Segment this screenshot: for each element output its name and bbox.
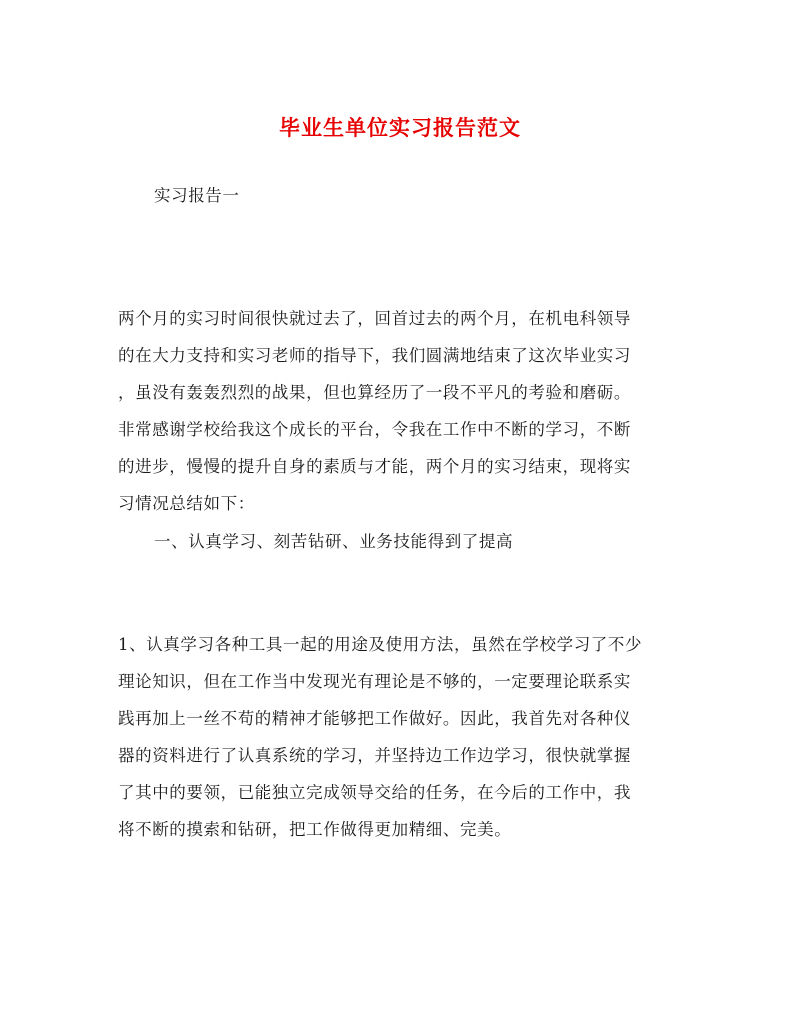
paragraph-line: 两个月的实习时间很快就过去了，回首过去的两个月，在机电科领导 [118,309,631,328]
paragraph-line: ，虽没有轰轰烈烈的战果，但也算经历了一段不平凡的考验和磨砺。 [118,383,631,402]
section-heading: 一、认真学习、刻苦钻研、业务技能得到了提高 [154,532,514,551]
paragraph-line: 理论知识，但在工作当中发现光有理论是不够的，一定要理论联系实 [118,672,631,691]
report-subtitle: 实习报告一 [154,186,240,205]
document-title: 毕业生单位实习报告范文 [279,115,521,140]
paragraph-line: 非常感谢学校给我这个成长的平台，令我在工作中不断的学习，不断 [118,420,631,439]
paragraph-line: 的进步，慢慢的提升自身的素质与才能，两个月的实习结束，现将实 [118,457,631,476]
paragraph-line: 1、认真学习各种工具一起的用途及使用方法，虽然在学校学习了不少 [118,635,643,654]
paragraph-line: 器的资料进行了认真系统的学习，并坚持边工作边学习，很快就掌握 [118,746,631,765]
paragraph-line: 习情况总结如下： [118,494,255,513]
paragraph-line: 了其中的要领，已能独立完成领导交给的任务，在今后的工作中，我 [118,783,631,802]
paragraph-line: 将不断的摸索和钻研，把工作做得更加精细、完美。 [118,820,512,839]
paragraph-line: 践再加上一丝不苟的精神才能够把工作做好。因此，我首先对各种仪 [118,709,631,728]
paragraph-line: 的在大力支持和实习老师的指导下，我们圆满地结束了这次毕业实习 [118,346,631,365]
